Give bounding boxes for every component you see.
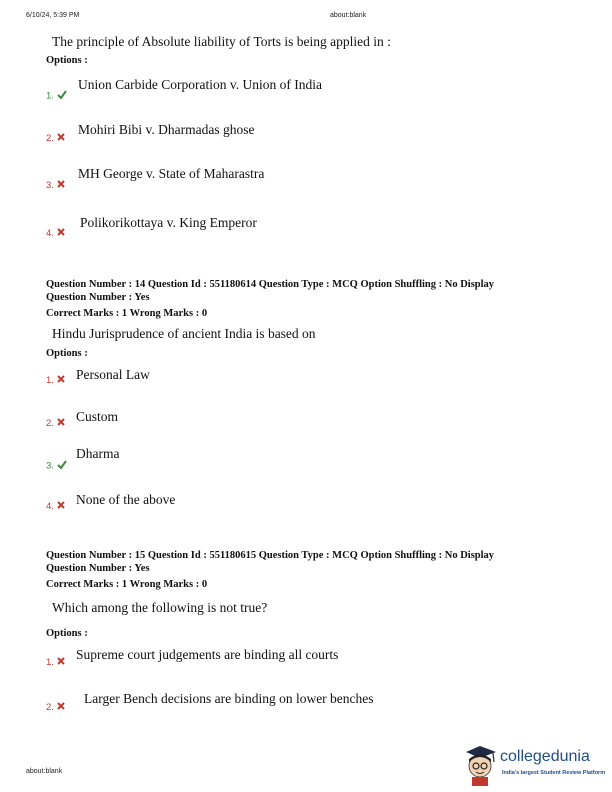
question-text: Hindu Jurisprudence of ancient India is based on xyxy=(52,326,316,341)
option-text: Supreme court judgements are binding all courts xyxy=(76,647,339,662)
question-meta: Question Number : 15 Question Id : 551180615 Question Type : MCQ Option Shuffling : No Display xyxy=(46,550,495,561)
option-number: 1. xyxy=(46,90,67,102)
cross-icon xyxy=(57,133,65,144)
question-text: Which among the following is not true? xyxy=(52,600,268,615)
option-text: MH George v. State of Maharastra xyxy=(78,166,265,181)
question-text: The principle of Absolute liability of Torts is being applied in : xyxy=(52,34,391,49)
cross-icon xyxy=(57,657,65,668)
options-label: Options : xyxy=(46,55,88,66)
question-marks: Correct Marks : 1 Wrong Marks : 0 xyxy=(46,579,208,590)
option-text: Larger Bench decisions are binding on lower benches xyxy=(84,691,374,706)
option-number: 4. xyxy=(46,228,65,239)
cross-icon xyxy=(57,180,65,191)
option-text: Mohiri Bibi v. Dharmadas ghose xyxy=(78,122,255,137)
cross-icon xyxy=(57,702,65,713)
check-icon xyxy=(57,90,67,102)
options-label: Options : xyxy=(46,348,88,359)
option-text: Union Carbide Corporation v. Union of India xyxy=(78,77,322,92)
print-page-title: about:blank xyxy=(330,12,367,19)
cross-icon xyxy=(57,228,65,239)
question-meta-display: Question Number : Yes xyxy=(46,563,150,574)
option-text: Polikorikottaya v. King Emperor xyxy=(80,215,257,230)
question-meta-display: Question Number : Yes xyxy=(46,292,150,303)
question-meta: Question Number : 14 Question Id : 551180614 Question Type : MCQ Option Shuffling : No Display xyxy=(46,279,495,290)
option-text: Custom xyxy=(76,409,119,424)
cross-icon xyxy=(57,375,65,386)
logo-name: collegedunia xyxy=(500,748,590,765)
option-number: 2. xyxy=(46,702,65,713)
option-number: 3. xyxy=(46,460,67,472)
option-text: Dharma xyxy=(76,446,120,461)
cross-icon xyxy=(57,418,65,429)
option-text: None of the above xyxy=(76,492,176,507)
option-number: 1. xyxy=(46,657,65,668)
mascot-icon xyxy=(462,742,498,786)
logo-tagline: India's largest Student Review Platform xyxy=(502,770,606,776)
question-marks: Correct Marks : 1 Wrong Marks : 0 xyxy=(46,308,208,319)
option-number: 2. xyxy=(46,418,65,429)
cross-icon xyxy=(57,501,65,512)
option-number: 2. xyxy=(46,133,65,144)
option-number: 3. xyxy=(46,180,65,191)
options-label: Options : xyxy=(46,628,88,639)
check-icon xyxy=(57,460,67,472)
option-text: Personal Law xyxy=(76,367,150,382)
option-number: 4. xyxy=(46,501,65,512)
collegedunia-logo xyxy=(462,740,612,792)
print-footer-url: about:blank xyxy=(26,768,63,775)
option-number: 1. xyxy=(46,375,65,386)
print-datetime: 6/10/24, 5:39 PM xyxy=(26,12,80,19)
